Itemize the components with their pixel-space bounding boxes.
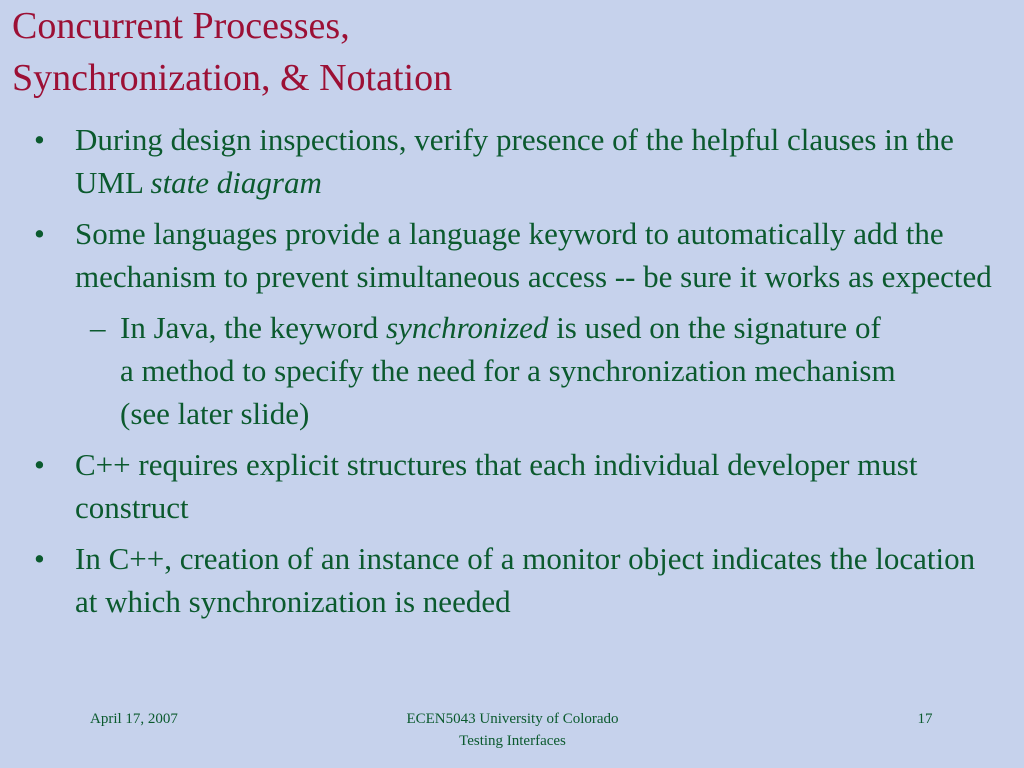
bullet-marker: •	[34, 122, 45, 157]
bullet-item	[0, 212, 1005, 298]
title-line-1: Concurrent Processes,	[12, 5, 350, 47]
footer-course	[340, 708, 685, 752]
slide-title	[12, 0, 1012, 104]
bullet-marker: •	[34, 447, 45, 482]
sub-bullet-text-end: is used on the signature of a method to specify the need for a synchronization mechanism (see later slide)	[120, 310, 896, 431]
footer-page-number: 17	[917, 711, 933, 727]
bullet-item	[0, 118, 1005, 204]
sub-bullet-text: In Java, the keyword	[120, 310, 386, 345]
footer-course-line-1: ECEN5043 University of Colorado	[406, 711, 619, 727]
bullet-text: During design inspections, verify presence of the helpful clauses in the UML	[75, 122, 954, 200]
bullet-item	[0, 443, 1005, 529]
sub-bullet-item	[0, 306, 900, 435]
bullet-text: In C++, creation of an instance of a monitor object indicates the location at which synchronization is needed	[75, 541, 976, 619]
sub-bullet-marker: –	[90, 310, 106, 345]
sub-bullet-emphasis: synchronized	[386, 310, 549, 345]
slide-content	[0, 118, 1024, 631]
bullet-item	[0, 537, 1005, 623]
title-line-2: Synchronization, & Notation	[12, 57, 453, 99]
bullet-text: C++ requires explicit structures that each individual developer must construct	[75, 447, 918, 525]
bullet-marker: •	[34, 541, 45, 576]
footer-course-line-2: Testing Interfaces	[459, 733, 566, 749]
bullet-text: Some languages provide a language keyword to automatically add the mechanism to prevent simultaneous access -- be sure it works as expected	[75, 216, 992, 294]
footer-date: April 17, 2007	[90, 711, 178, 727]
bullet-marker: •	[34, 216, 45, 251]
bullet-emphasis: state diagram	[150, 165, 322, 200]
